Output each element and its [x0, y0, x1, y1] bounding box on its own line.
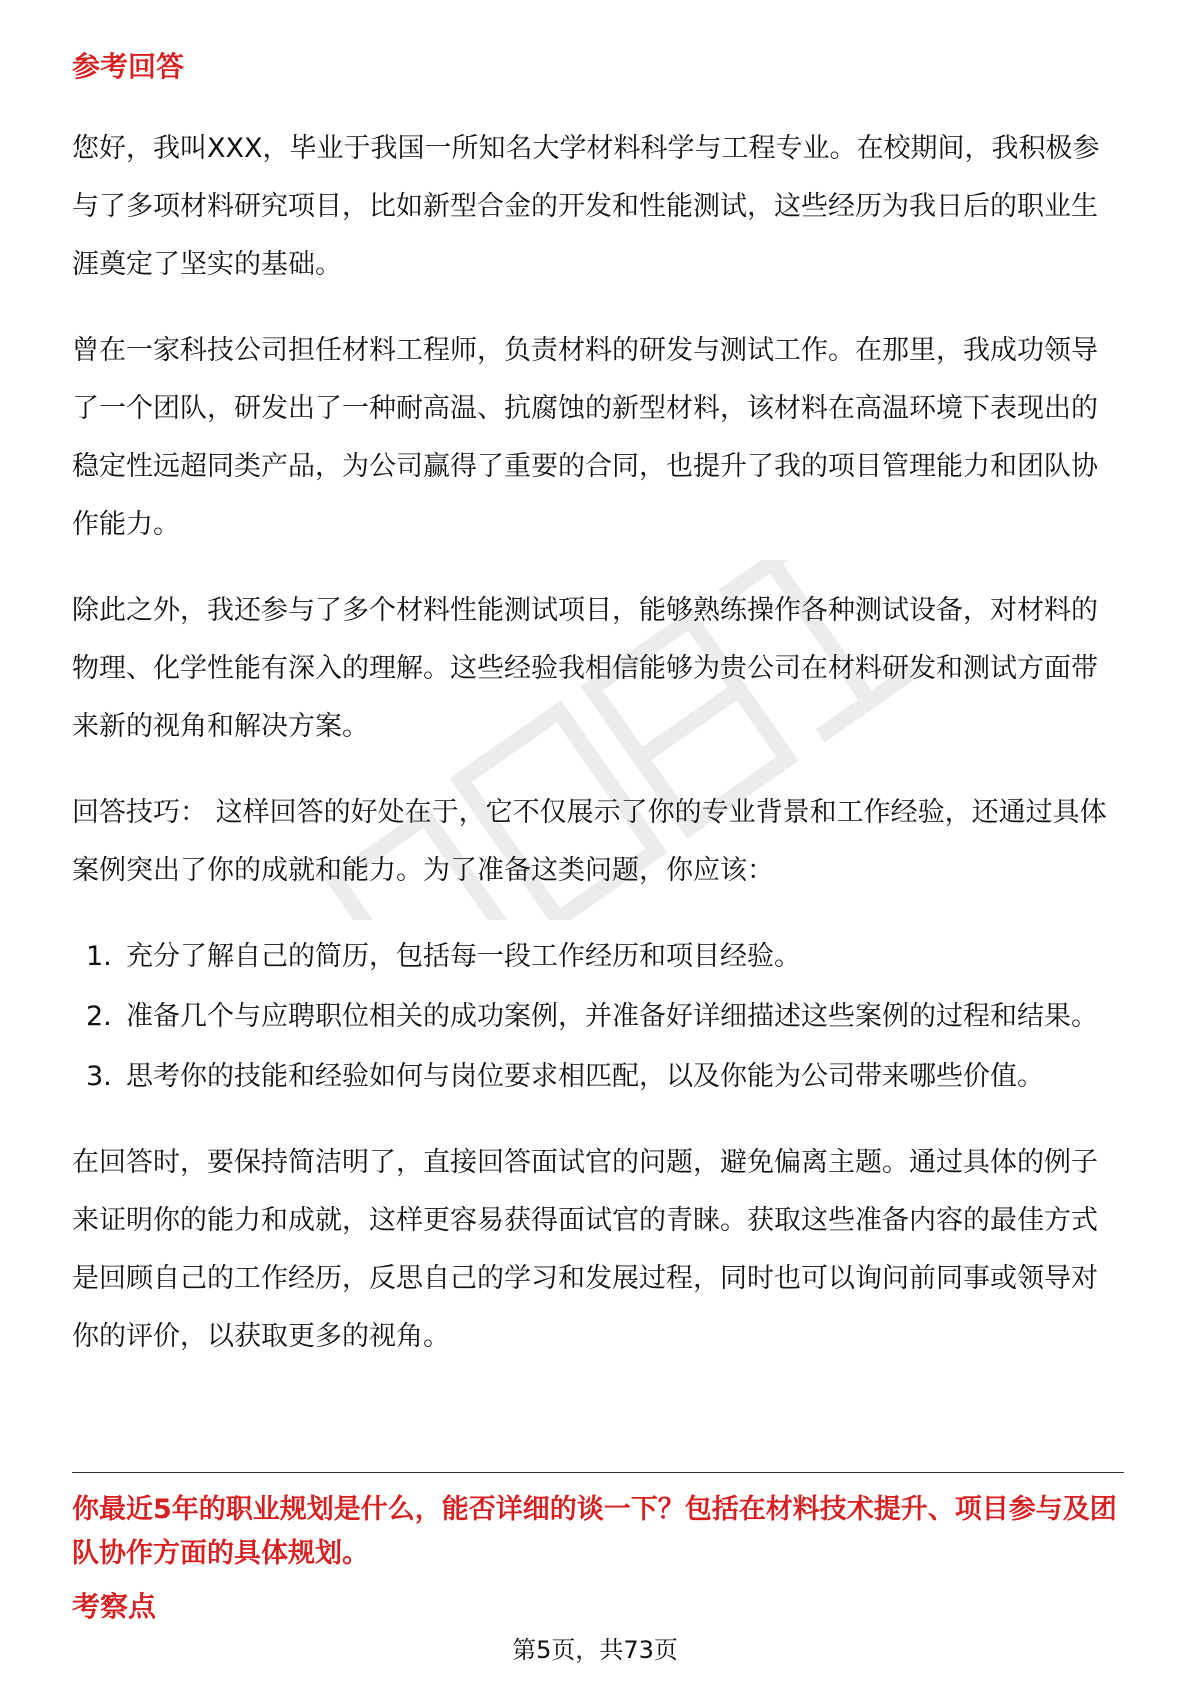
answer-paragraph-intro: 您好，我叫XXX，毕业于我国一所知名大学材料科学与工程专业。在校期间，我积极参与了多项材料研究项目，比如新型合金的开发和性能测试，这些经历为我日后的职业生涯奠定了坚实的基础。 [72, 133, 1100, 280]
tips-list-item [72, 1048, 1122, 1106]
answer-paragraph-skills: 除此之外，我还参与了多个材料性能测试项目，能够熟练操作各种测试设备，对材料的物理、化学性能有深入的理解。这些经验我相信能够为贵公司在材料研发和测试方面带来新的视角和解决方案。 [72, 595, 1098, 742]
tips-list-item [72, 928, 1122, 986]
tips-list-number: 2. [86, 1001, 112, 1032]
answer-paragraph-closing: 在回答时，要保持简洁明了，直接回答面试官的问题，避免偏离主题。通过具体的例子来证明你的能力和成就，这样更容易获得面试官的青睐。获取这些准备内容的最佳方式是回顾自己的工作经历，反思自己的学习和发展过程，同时也可以询问前同事或领导对你的评价，以获取更多的视角。 [72, 1147, 1098, 1352]
answer-section [72, 48, 1122, 1394]
section-divider [72, 1472, 1124, 1473]
tips-list-number: 3. [86, 1061, 112, 1092]
tips-list-item [72, 988, 1122, 1046]
tips-list-text: 准备几个与应聘职位相关的成功案例，并准备好详细描述这些案例的过程和结果。 [126, 1001, 1098, 1032]
tips-list-text: 充分了解自己的简历，包括每一段工作经历和项目经验。 [126, 941, 801, 972]
answer-paragraph-experience: 曾在一家科技公司担任材料工程师，负责材料的研发与测试工作。在那里，我成功领导了一个团队，研发出了一种耐高温、抗腐蚀的新型材料，该材料在高温环境下表现出的稳定性远超同类产品，为公司赢得了重要的合同，也提升了我的项目管理能力和团队协作能力。 [72, 335, 1098, 540]
next-question-subtitle: 考察点 [72, 1590, 157, 1623]
answer-title: 参考回答 [72, 50, 185, 83]
tips-list [72, 928, 1122, 1106]
page-number: 第5页，共73页 [512, 1636, 678, 1664]
tips-list-text: 思考你的技能和经验如何与岗位要求相匹配，以及你能为公司带来哪些价值。 [126, 1061, 1044, 1092]
tips-list-number: 1. [86, 941, 112, 972]
answer-paragraph-tips-intro: 回答技巧： 这样回答的好处在于，它不仅展示了你的专业背景和工作经验，还通过具体案例突出了你的成就和能力。为了准备这类问题，你应该： [72, 797, 1107, 886]
next-question-title: 你最近5年的职业规划是什么，能否详细的谈一下？包括在材料技术提升、项目参与及团队协作方面的具体规划。 [72, 1494, 1117, 1569]
